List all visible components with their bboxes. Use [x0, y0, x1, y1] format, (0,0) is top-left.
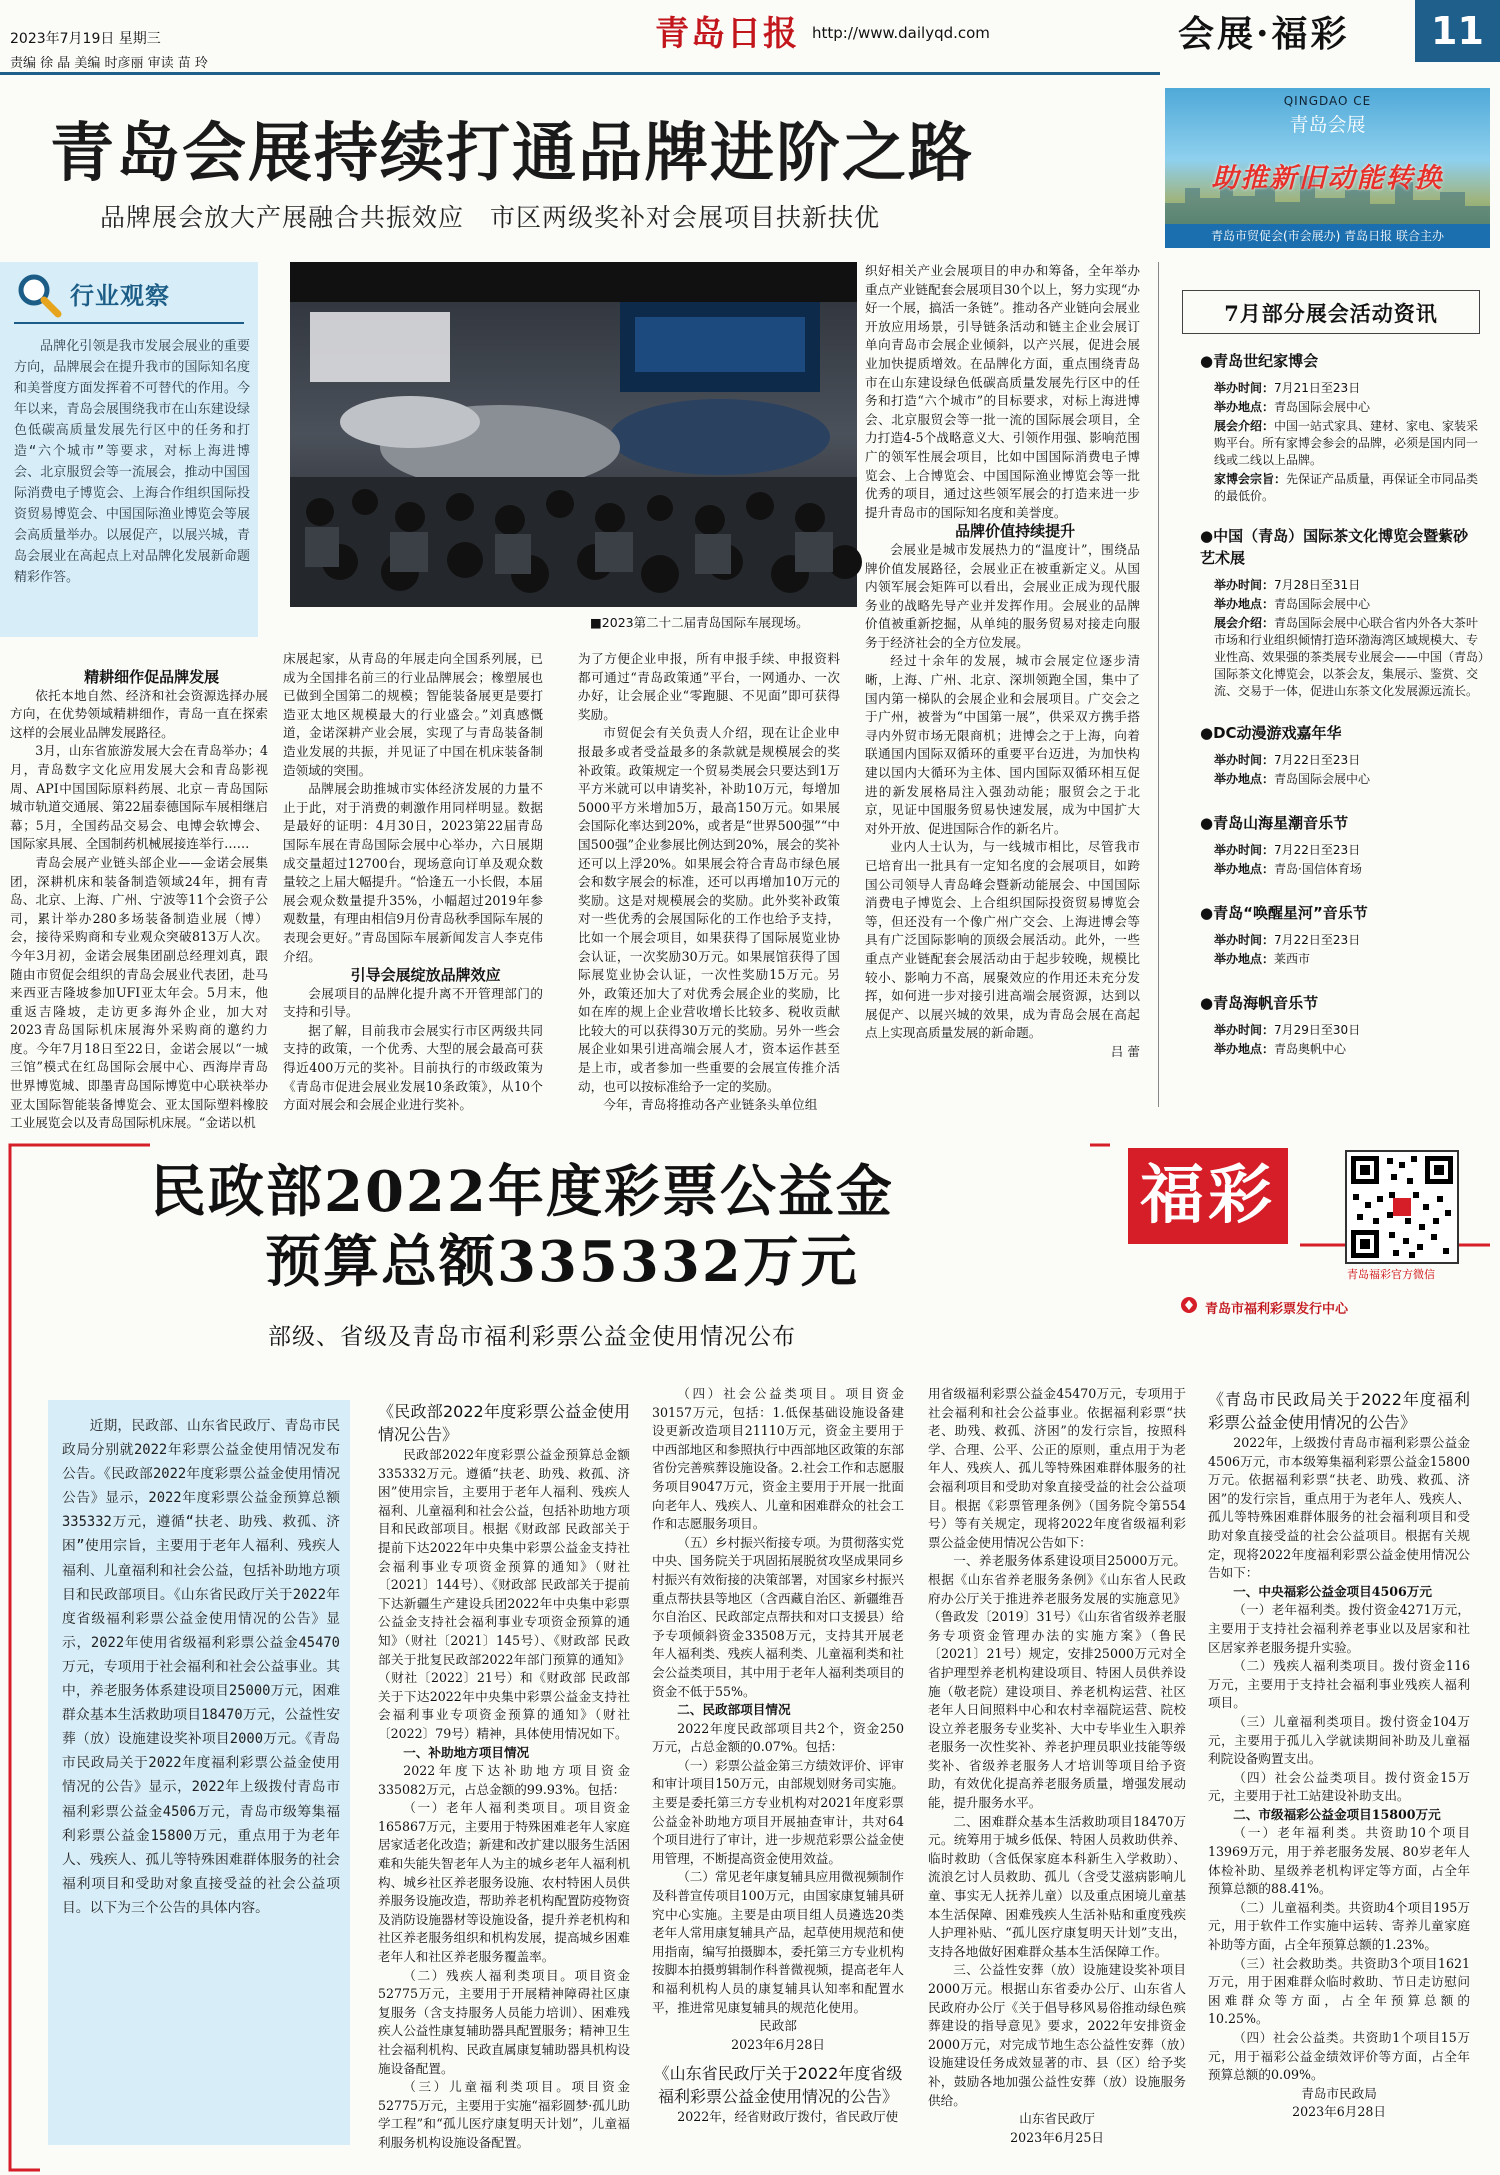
event-detail-label: 举办时间： [1214, 381, 1275, 395]
event-detail-label: 举办时间： [1214, 843, 1275, 857]
event-detail-value: 中国一站式家具、建材、家电、家装采购平台。所有家博会参会的品牌，必须是国内同一线或二线以上品牌。 [1214, 419, 1479, 467]
notice-title-province: 《山东省民政厅关于2022年度省级福利彩票公益金使用情况的公告》 [653, 2064, 903, 2107]
paragraph: 经过十余年的发展，城市会展定位逐步清晰，上海、广州、北京、深圳领跑全国，集中了国内第一梯队的会展企业和会展项目。广交会之于广州，被誉为“中国第一展”，供采双方携手搭寻内外贸市场无限商机；进博会之于上海，向着联通国内国际双循环的重要平台迈进，为加快构建以国内大循环为主体、国内国际双循环相互促进的新发展格局注入强劲动能；服贸会之于北京，见证中国服务贸易快速发展，成为中国扩大对外开放、促进国际合作的新名片。 [865, 653, 1140, 836]
notice-column-4 [1208, 1388, 1470, 2150]
banner-sponsors: 青岛市贸促会(市会展办) 青岛日报 联合主办 [1165, 224, 1490, 248]
column-divider [1158, 262, 1159, 1107]
event-detail [1214, 399, 1484, 416]
issue-date: 2023年7月19日 星期三 [10, 31, 161, 47]
event-detail [1214, 842, 1484, 859]
event-detail [1214, 615, 1484, 700]
event-detail [1214, 596, 1484, 613]
article-column-4 [865, 262, 1140, 1108]
observation-title: 行业观察 [70, 282, 170, 310]
events-title: 7月部分展会活动资讯 [1224, 301, 1438, 326]
notice-subheading: 二、市级福彩公益金项目15800万元 [1233, 1806, 1441, 1822]
paragraph: （一）老年福利类。拨付资金4271万元，主要用于支持社会福利养老事业以及居家和社区居家养老服务提升实验。 [1208, 1602, 1470, 1655]
paragraph: 民政部2022年度彩票公益金预算总金额335332万元。遵循“扶老、助残、救孤、济困”使用宗旨，主要用于老年人福利、残疾人福利、儿童福利和社会公益，包括补助地方项目和民政部项目。根据《财政部 民政部关于提前下达2022年中央集中彩票公益金支持社会福利事业专项资金预算的通知》（财社〔2021〕144号）、《财政部 民政部关于提前下达新疆生产建设兵团2022年中央集中彩票公益金支持社会福利事业专项资金预算的通知》（财社〔2021〕145号）、《财政部 民政部关于批复民政部2022年部门预算的通知》（财社〔2022〕21号）和《财政部 民政部关于下达2022年中央集中彩票公益金支持社会福利事业专项资金预算的通知》（财社〔2022〕79号）精神，具体使用情况如下。 [378, 1447, 630, 1741]
paragraph: 今年，青岛将推动各产业链条头单位组 [603, 1097, 818, 1113]
event-detail-label: 举办时间： [1214, 578, 1275, 592]
qr-caption: 青岛福彩官方微信 [1347, 1268, 1435, 1281]
industry-observation-box [0, 262, 258, 637]
event-name: ●青岛山海星潮音乐节 [1200, 814, 1349, 832]
notice-subheading: 一、中央福彩公益金项目4506万元 [1233, 1583, 1432, 1599]
paragraph: 三、公益性安葬（放）设施建设奖补项目2000万元。根据山东省委办公厅、山东省人民政府办公厅《关于倡导移风易俗推动绿色殡葬建设的指导意见》要求，2022年安排资金2000万元，对完成节地生态公益性安葬（放）设施建设任务成效显著的市、县（区）给予奖补，鼓励各地加强公益性安葬（放）设施服务供给。 [928, 1962, 1186, 2108]
paragraph: （三）儿童福利类项目。项目资金52775万元，主要用于实施“福彩圆梦·孤儿助学工程”和“孤儿医疗康复明天计划”，儿童福利服务机构设施设备配置。 [378, 2079, 631, 2150]
event-name: ●青岛“唤醒星河”音乐节 [1200, 904, 1368, 922]
paragraph: 一、养老服务体系建设项目25000万元。根据《山东省养老服务条例》《山东省人民政府办公厅关于推进养老服务发展的实施意见》（鲁政发〔2019〕31号）《山东省省级养老服务专项资金管理办法的实施方案》（鲁民〔2021〕21号）规定，安排25000万元对全省护理型养老机构建设项目、特困人员供养设施（敬老院）建设项目、养老机构运营、社区老年人日间照料中心和农村幸福院运营、院校设立养老服务专业奖补、大中专毕业生入职养老服务一次性奖补、养老护理员职业技能等级奖补、省级养老服务人才培训等项目给予资助，有效优化提高养老服务质量，增强发展动能，提升服务水平。 [928, 1553, 1186, 1811]
paragraph: 用省级福利彩票公益金45470万元，专项用于社会福利和社会公益事业。依据福利彩票“扶老、助残、救孤、济困”的发行宗旨，按照科学、合理、公平、公正的原则，重点用于为老年人、残疾人、孤儿等特殊困难群体服务的社会福利项目和受助对象直接受益的社会公益项目。根据《彩票管理条例》（国务院令第554号）等有关规定，现将2022年度省级福利彩票公益金使用情况公告如下： [928, 1386, 1186, 1550]
lottery-logo-icon [1180, 1296, 1200, 1314]
signature-date: 2023年6月28日 [731, 2036, 825, 2052]
event-detail-value: 7月21日至23日 [1274, 381, 1361, 395]
paragraph: 依托本地自然、经济和社会资源选择办展方向，在优势领域精耕细作，青岛一直在探索这样的会展业品牌发展路径。 [10, 687, 268, 740]
paragraph: （二）常见老年康复辅具应用微视频制作及科普宣传项目100万元，由国家康复辅具研究中心实施。主要是由项目组人员遴选20类老年人常用康复辅具产品，起草使用规范和使用指南，编写拍摄脚本，委托第三方专业机构按脚本拍摄剪辑制作科普微视频，提高老年人和福利机构人员的康复辅具认知率和配置水平，推进常见康复辅具的规范化使用。 [652, 1869, 904, 2015]
event-detail-label: 举办地点： [1214, 772, 1275, 786]
paragraph: （三）社会救助类。共资助3个项目1621万元，用于困难群众临时救助、节日走访慰问困难群众等方面，占全年预算总额的10.25%。 [1208, 1955, 1470, 2027]
paragraph: （四）社会公益类。共资助1个项目15万元，用于福彩公益金绩效评价等方面，占全年预算总额的0.09%。 [1208, 2030, 1470, 2083]
event-detail-label: 展会介绍： [1214, 419, 1275, 433]
event-name: ●青岛海帆音乐节 [1200, 994, 1319, 1012]
paragraph: （五）乡村振兴衔接专项。为贯彻落实党中央、国务院关于巩固拓展脱贫攻坚成果同乡村振兴有效衔接的决策部署，对国家乡村振兴重点帮扶县等地区（含西藏自治区、新疆维吾尔自治区、民政部定点帮扶和对口支援县）给予专项倾斜资金33508万元，支持其开展老年人福利类、残疾人福利类、儿童福利类和社会公益类项目，其中用于老年人福利类项目的资金不低于55%。 [652, 1534, 904, 1699]
paragraph: （二）儿童福利类。共资助4个项目195万元，用于软件工作实施中运转、寄养儿童家庭补助等方面，占全年预算总额的1.23%。 [1208, 1899, 1470, 1953]
paragraph: 床展起家，从青岛的年展走向全国系列展，已成为全国排名前三的行业品牌展会；橡塑展也已做到全国第二的规模；智能装备展更是要打造亚太地区规模最大的行业盛会。”刘真感慨道，金诺深耕产业会展，实现了与青岛装备制造业发展的共振，并见证了中国在机床装备制造领域的突围。 [283, 651, 543, 778]
event-detail-label: 家博会宗旨： [1214, 472, 1287, 486]
observation-rule [14, 322, 244, 324]
event-detail-value: 7月28日至31日 [1274, 578, 1361, 592]
paragraph: 品牌展会助推城市实体经济发展的力量不止于此，对于消费的刺激作用同样明显。数据是最好的证明：4月30日，2023第22届青岛国际车展在青岛国际会展中心举办，六日展期成交量超过12700台，现场意向订单及观众数量较之上届大幅提升。“恰逢五一小长假，本届展会观众数量提升35%，小幅超过2019年参观数量，有理由相信9月份青岛秋季国际车展的表现会更好。”青岛国际车展新闻发言人李克伟介绍。 [283, 781, 543, 964]
subheading-3: 品牌价值持续提升 [955, 522, 1076, 541]
paragraph: 2022年，上级拨付青岛市福利彩票公益金4506万元，市本级筹集福利彩票公益金15800万元。依据福利彩票“扶老、助残、救孤、济困”的发行宗旨，重点用于为老年人、残疾人、孤儿等特殊困难群体服务的社会福利项目和受助对象直接受益的社会公益项目。根据有关规定，现将2022年度福利彩票公益金使用情况公告如下： [1208, 1435, 1470, 1581]
event-detail-value: 青岛国际会展中心 [1274, 597, 1371, 611]
notice-subheading: 二、民政部项目情况 [677, 1702, 791, 1718]
event-detail [1214, 861, 1484, 878]
lottery-headline-1: 民政部2022年度彩票公益金 [150, 1159, 894, 1225]
paragraph: 会展项目的品牌化提升离不开管理部门的支持和引导。 [283, 985, 543, 1020]
lottery-intro-box [48, 1400, 350, 2145]
event-detail-label: 举办时间： [1214, 1023, 1275, 1037]
paragraph: （四）社会公益类项目。项目资金30157万元，包括：1.低保基础设施设备建设更新改造项目21110万元，资金主要用于中西部地区和参照执行中西部地区政策的东部省份完善殡葬设施设备。2.社会工作和志愿服务项目9047万元，资金主要用于开展一批面向老年人、残疾人、儿童和困难群众的社会工作和志愿服务项目。 [652, 1386, 904, 1532]
paragraph: （四）社会公益类项目。拨付资金15万元，主要用于社工站建设补助支出。 [1208, 1769, 1470, 1804]
lottery-center-name: 青岛市福利彩票发行中心 [1205, 1302, 1349, 1317]
paragraph: 业内人士认为，与一线城市相比，尽管我市已培育出一批具有一定知名度的会展项目，如跨国公司领导人青岛峰会暨新动能展会、中国国际消费电子博览会、上合组织国际投资贸易博览会等，但还没有一个像广州广交会、上海进博会等具有广泛国际影响的顶级会展活动。此外，一些重点产业链配套会展活动由于起步较晚，规模比较小、影响力不高，展聚效应的作用还未充分发挥，如何进一步对接引进高端会展资源，达到以展促产、以展兴城的效果，成为青岛会展在高起点上实现高质量发展的新命题。 [865, 839, 1140, 1041]
event-detail [1214, 380, 1484, 397]
newspaper-logo: 青岛日报 [655, 14, 799, 54]
photo-caption: ■2023第二十二届青岛国际车展现场。 [590, 615, 809, 630]
signature: 民政部 [759, 2018, 797, 2034]
paragraph: 青岛会展产业链头部企业——金诺会展集团，深耕机床和装备制造领域24年，拥有青岛、北京、上海、广州、宁波等11个会资子公司，累计举办280多场装备制造业展（博）会，接待采购商和专业观众突破813万人次。今年3月初，金诺会展集团副总经理刘真，跟随由市贸促会组织的青岛会展业代表团，赴马来西亚吉隆坡参加UFI亚太年会。5月末，他重返吉隆坡，走访更多海外企业，加大对2023青岛国际机床展海外采购商的邀约力度。今年7月18日至22日，金诺会展以“一城三馆”模式在红岛国际会展中心、西海岸青岛世界博览城、即墨青岛国际博览中心联袂举办亚太国际智能装备博览会、亚太国际塑料橡胶工业展览会以及青岛国际机床展。“金诺以机 [10, 854, 268, 1131]
event-detail-value: 7月22日至23日 [1274, 843, 1361, 857]
event-detail-label: 展会介绍： [1214, 616, 1275, 630]
event-detail [1214, 951, 1484, 968]
banner-slogan: 助推新旧动能转换 [1211, 163, 1444, 194]
observation-body: 品牌化引领是我市发展会展业的重要方向，品牌展会在提升我市的国际知名度和美誉度方面发挥着不可替代的作用。今年以来，青岛会展围绕我市在山东建设绿色低碳高质量发展先行区中的任务和打造“六个城市”等要求，对标上海进博会、北京服贸会等一流展会，推动中国国际消费电子博览会、上海合作组织国际投资贸易博览会、中国国际渔业博览会等展会高质量举办。以展促产，以展兴城，青岛会展业在高起点上对品牌化发展新命题精彩作答。 [14, 339, 250, 585]
event-name: ●青岛世纪家博会 [1200, 352, 1319, 370]
page-number: 11 [1415, 0, 1500, 62]
event-detail [1214, 418, 1484, 469]
event-detail-value: 青岛国际会展中心联合省内外各大茶叶市场和行业组织倾情打造环渤海湾区域规模大、专业性高、效果强的茶类展专业展会——中国（青岛）国际茶文化博览会，以茶会友，集展示、鉴赏、交流、交易于一体，促进山东茶文化发展源远流长。 [1214, 616, 1485, 698]
signature: 山东省民政厅 [1019, 2111, 1095, 2127]
paragraph: 为了方便企业申报，所有申报手续、申报资料都可通过“青岛政策通”平台，一网通办、一次办好，让会展企业“零跑腿、不见面”即可获得奖励。 [578, 651, 840, 722]
paragraph: （一）彩票公益金第三方绩效评价、评审和审计项目150万元，由部规划财务司实施。主要是委托第三方专业机构对2021年度彩票公益金补助地方项目开展抽查审计，共对64个项目进行了审计，进一步规范彩票公益金使用管理，不断提高资金使用效益。 [652, 1757, 904, 1866]
event-detail-value: 青岛国际会展中心 [1274, 400, 1371, 414]
paragraph: 二、困难群众基本生活救助项目18470万元。统筹用于城乡低保、特困人员救助供养、临时救助（含低保家庭本科新生入学救助）、流浪乞讨人员救助、孤儿（含受艾滋病影响儿童、事实无人抚养儿童）以及重点困境儿童基本生活保障、困难残疾人生活补贴和重度残疾人护理补贴、“孤儿医疗康复明天计划”支出，支持各地做好困难群众基本生活保障工作。 [928, 1813, 1186, 1959]
paragraph: （一）老年人福利类项目。项目资金165867万元，主要用于特殊困难老年人家庭居家适老化改造；新建和改扩建以服务生活困难和失能失智老年人为主的城乡老年人福利机构、城乡社区养老服务设施、农村特困人员供养服务设施改造，帮助养老机构配置防疫物资及消防设施器材等设施设备，提升养老机构和社区养老服务组织和机构发展，提高城乡困难老年人和社区养老服务覆盖率。 [378, 1800, 630, 1965]
article-column-3 [578, 650, 840, 1113]
notice-column-3 [928, 1385, 1186, 2150]
paragraph: 市贸促会有关负责人介绍，现在让企业申报最多或者受益最多的条款就是规模展会的奖补政策。政策规定一个贸易类展会只要达到1万平方米就可以申请奖补，补助10万元，每增加5000平方米增加5万，最高150万元。如果展会国际化率达到20%，或者是“世界500强”“中国500强”企业参展比例达到20%，展会的奖补还可以上浮20%。如果展会符合青岛市绿色展会和数字展会的标准，还可以再增加10万元的奖励。这是对规模展会的奖励。此外奖补政策对一些优秀的会展国际化的工作也给予支持，比如一个展会项目，如果获得了国际展览业协会认证，一次奖励30万元。如果展馆获得了国际展览业协会认证，一次性奖励15万元。另外，政策还加大了对优秀会展企业的奖励，比如在库的规上企业营收增长比较多、税收贡献比较大的可以获得30万元的奖励。另外一些会展企业如果引进高端会展人才，资本运作甚至是上市，或者参加一些重要的会展宣传推介活动，也可以按标准给予一定的奖励。 [578, 725, 840, 1094]
subheading-1: 精耕细作促品牌发展 [84, 668, 220, 686]
event-detail-value: 7月22日至23日 [1274, 753, 1361, 767]
paragraph: （二）残疾人福利类项目。项目资金52775万元，主要用于开展精神障碍社区康复服务（含支持服务人员能力培训）、困难残疾人公益性康复辅助器具配置服务；精神卫生社会福利机构、民政直属康复辅助器具机构设施设备配置。 [378, 1967, 630, 2076]
event-detail [1214, 752, 1484, 769]
event-detail [1214, 1022, 1484, 1039]
auto-show-scene [290, 262, 857, 607]
paragraph: （三）儿童福利类项目。拨付资金104万元，主要用于孤儿入学就读期间补助及儿童福利院设备购置支出。 [1208, 1713, 1470, 1767]
paragraph: 2022年度民政部项目共2个，资金250万元，占总金额的0.07%。包括： [652, 1720, 904, 1755]
qr-code-graphic [1347, 1152, 1457, 1262]
banner-chinese-title: 青岛会展 [1289, 114, 1366, 136]
paragraph: 织好相关产业会展项目的申办和筹备，全年举办重点产业链配套会展项目30个以上，努力实现“办好一个展，搞活一条链”。推动各产业链向会展业开放应用场景，引导链条活动和链主企业会展订单向青岛市会展企业倾斜，以产兴展，促进会展业加快提质增效。在品牌化方面，重点围绕青岛市在山东建设绿色低碳高质量发展先行区中的任务和打造“六个城市”的目标要求，对标上海进博会、北京服贸会等一批一流的国际展会项目，全力打造4-5个战略意义大、引领作用强、影响范围广的领军性展会项目，比如中国国际消费电子博览会、上合博览会、中国国际渔业博览会等一批优秀的项目，通过这些领军展会的打造来进一步提升青岛市的国际知名度和美誉度。 [865, 263, 1140, 520]
event-detail [1214, 1041, 1484, 1058]
notice-title-ministry: 《民政部2022年度彩票公益金使用情况公告》 [378, 1402, 630, 1444]
event-detail [1214, 471, 1484, 505]
event-detail-value: 7月22日至23日 [1274, 933, 1361, 947]
main-subheadline: 品牌展会放大产展融合共振效应 市区两级奖补对会展项目扶新扶优 [100, 203, 881, 232]
event-name: ●中国（青岛）国际茶文化博览会暨紫砂艺术展 [1200, 527, 1469, 567]
header-rule [0, 72, 1160, 75]
event-detail-label: 举办地点： [1214, 1042, 1275, 1056]
notice-column-2 [652, 1385, 904, 2150]
paragraph: 3月，山东省旅游发展大会在青岛举办；4月，青岛数字文化应用发展大会和青岛影视周、API中国国际原料药展、北京－青岛国际城市轨道交通展、第22届泰德国际车展相继启幕；5月，全国药品交易会、电博会软博会、国际家具展、全国制药机械展接连举行…… [10, 743, 268, 852]
qr-code[interactable] [1345, 1150, 1459, 1264]
auto-show-photo [290, 262, 857, 607]
paragraph: 2022年，经省财政厅拨付，省民政厅使 [677, 2109, 899, 2125]
event-detail [1214, 771, 1484, 788]
signature: 青岛市民政局 [1301, 2085, 1377, 2101]
notice-subheading: 一、补助地方项目情况 [403, 1744, 530, 1760]
event-detail-value: 先保证产品质量，再保证全市同品类的最低价。 [1214, 472, 1479, 503]
event-detail-value: 7月29日至30日 [1274, 1023, 1361, 1037]
site-url[interactable]: http://www.dailyqd.com [812, 24, 990, 42]
lottery-subheadline: 部级、省级及青岛市福利彩票公益金使用情况公布 [268, 1324, 796, 1350]
event-detail [1214, 932, 1484, 949]
welfare-lottery-badge: 福彩 [1128, 1148, 1288, 1244]
notice-column-1 [378, 1400, 630, 2150]
subheading-2: 引导会展绽放品牌效应 [350, 966, 501, 985]
article-column-1 [10, 668, 268, 1131]
event-detail [1214, 577, 1484, 594]
article-author: 吕 蕾 [1110, 1043, 1140, 1059]
event-detail-label: 举办时间： [1214, 753, 1275, 767]
lottery-intro-text: 近期，民政部、山东省民政厅、青岛市民政局分别就2022年彩票公益金使用情况发布公告。《民政部2022年度彩票公益金使用情况公告》显示，2022年度彩票公益金预算总额335332万元，遵循“扶老、助残、救孤、济困”使用宗旨，主要用于老年人福利、残疾人福利、儿童福利和社会公益，包括补助地方项目和民政部项目。《山东省民政厅关于2022年度省级福利彩票公益金使用情况的公告》显示，2022年使用省级福利彩票公益金45470万元，专项用于社会福利和社会公益事业。其中，养老服务体系建设项目25000万元，困难群众基本生活救助项目18470万元，公益性安葬（放）设施建设奖补项目2000万元。《青岛市民政局关于2022年度福利彩票公益金使用情况的公告》显示，2022年上级拨付青岛市福利彩票公益金4506万元，青岛市级筹集福利彩票公益金15800万元，重点用于为老年人、残疾人、孤儿等特殊困难群体服务的社会福利项目和受助对象直接受益的社会公益项目。以下为三个公告的具体内容。 [62, 1418, 340, 1916]
event-name: ●DC动漫游戏嘉年华 [1200, 724, 1342, 742]
event-detail-value: 莱西市 [1274, 952, 1311, 966]
event-detail-label: 举办地点： [1214, 597, 1275, 611]
event-detail-value: 青岛国际会展中心 [1274, 772, 1371, 786]
event-detail-label: 举办地点： [1214, 400, 1275, 414]
event-detail-value: 青岛奥帆中心 [1274, 1042, 1347, 1056]
notice-title-qingdao: 《青岛市民政局关于2022年度福利彩票公益金使用情况的公告》 [1208, 1390, 1470, 1432]
main-headline: 青岛会展持续打通品牌进阶之路 [50, 116, 974, 191]
signature-date: 2023年6月28日 [1292, 2104, 1386, 2120]
signature-date: 2023年6月25日 [1010, 2129, 1104, 2145]
events-box [1172, 290, 1490, 1110]
paragraph: 会展业是城市发展热力的“温度计”，围绕品牌价值发展路径，会展业正在被重新定义。从国内领军展会矩阵可以看出，会展业正成为现代服务业的战略先导产业并发挥作用。会展业的品牌价值被重新挖掘，从单纯的服务贸易对接走向服务于经济社会的全方位发展。 [865, 541, 1140, 650]
event-detail-value: 青岛·国信体育场 [1274, 862, 1362, 876]
event-detail-label: 举办地点： [1214, 952, 1275, 966]
lottery-headline-2: 预算总额335332万元 [265, 1229, 859, 1295]
paragraph: 2022年度下达补助地方项目资金335082万元，占总金额的99.93%。包括： [378, 1763, 630, 1797]
paragraph: 据了解，目前我市会展实行市区两级共同支持的政策，一个优秀、大型的展会最高可获得近400万元的奖补。目前执行的市级政策为《青岛市促进会展业发展10条政策》，从10个方面对展会和会展企业进行奖补。 [283, 1022, 543, 1113]
article-column-2 [283, 650, 543, 1113]
editors-line: 责编 徐 晶 美编 时彦丽 审读 苗 玲 [10, 56, 208, 71]
event-detail-label: 举办时间： [1214, 933, 1275, 947]
magnifier-icon [14, 270, 62, 318]
section-title: 会展·福彩 [1178, 13, 1350, 55]
expo-banner [1165, 88, 1490, 248]
event-detail-label: 举办地点： [1214, 862, 1275, 876]
paragraph: （二）残疾人福利类项目。拨付资金116万元，主要用于支持社会福利事业残疾人福利项目。 [1208, 1658, 1470, 1711]
paragraph: （一）老年福利类。共资助10个项目13969万元，用于养老服务发展、80岁老年人体检补助、星级养老机构评定等方面，占全年预算总额的88.41%。 [1208, 1825, 1470, 1897]
banner-english-title: QINGDAO CE [1283, 94, 1372, 108]
